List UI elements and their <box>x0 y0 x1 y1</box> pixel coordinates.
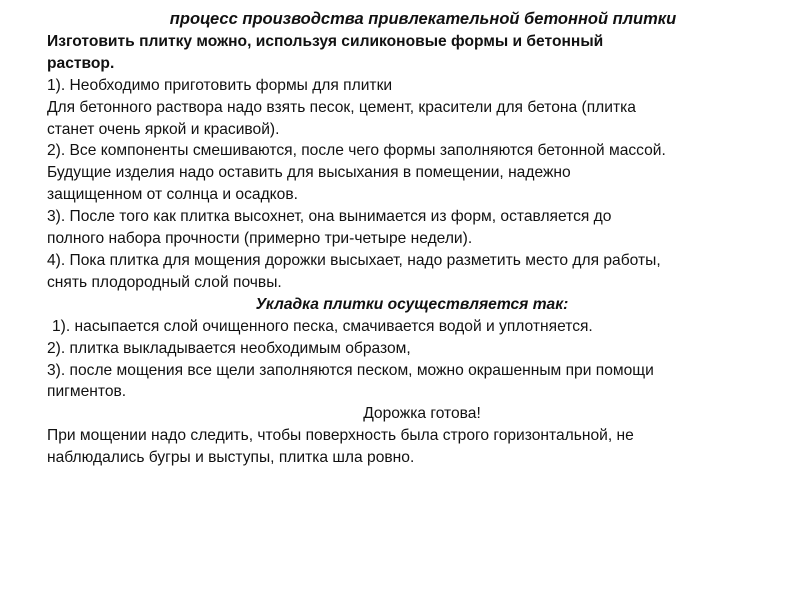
laying-item-3-line-1: 3). после мощения все щели заполняются песком, можно окрашенным при помощи <box>47 361 654 379</box>
step1-line-1: 1). Необходимо приготовить формы для плитки <box>47 76 393 94</box>
laying-heading: Укладка плитки осуществляется так: <box>255 295 569 313</box>
laying-item-1: 1). насыпается слой очищенного песка, смачивается водой и уплотняется. <box>52 317 593 335</box>
step2-line-3: защищенном от солнца и осадков. <box>47 186 298 204</box>
intro-line-1: Изготовить плитку можно, используя силиконовые формы и бетонный <box>47 32 604 50</box>
step4-line-1: 4). Пока плитка для мощения дорожки высыхает, надо разметить место для работы, <box>47 251 661 269</box>
laying-item-2: 2). плитка выкладывается необходимым образом, <box>47 339 411 357</box>
step4-line-2: снять плодородный слой почвы. <box>47 273 282 291</box>
step2-line-1: 2). Все компоненты смешиваются, после чего формы заполняются бетонной массой. <box>47 142 666 160</box>
step1-line-3: станет очень яркой и красивой). <box>47 120 280 138</box>
slide-title: процесс производства привлекательной бетонной плитки <box>169 10 677 28</box>
slide-text-body <box>47 9 777 469</box>
step3-line-1: 3). После того как плитка высохнет, она вынимается из форм, оставляется до <box>47 208 612 226</box>
step2-line-2: Будущие изделия надо оставить для высыхания в помещении, надежно <box>47 164 571 182</box>
done-line: Дорожка готова! <box>363 405 481 423</box>
step1-line-2: Для бетонного раствора надо взять песок, цемент, красители для бетона (плитка <box>47 98 636 116</box>
intro-line-2: раствор. <box>47 54 115 72</box>
conclusion-line-1: При мощении надо следить, чтобы поверхность была строго горизонтальной, не <box>47 427 634 445</box>
step3-line-2: полного набора прочности (примерно три-четыре недели). <box>47 230 473 248</box>
conclusion-line-2: наблюдались бугры и выступы, плитка шла ровно. <box>47 449 415 467</box>
laying-item-3-line-2: пигментов. <box>47 383 127 401</box>
